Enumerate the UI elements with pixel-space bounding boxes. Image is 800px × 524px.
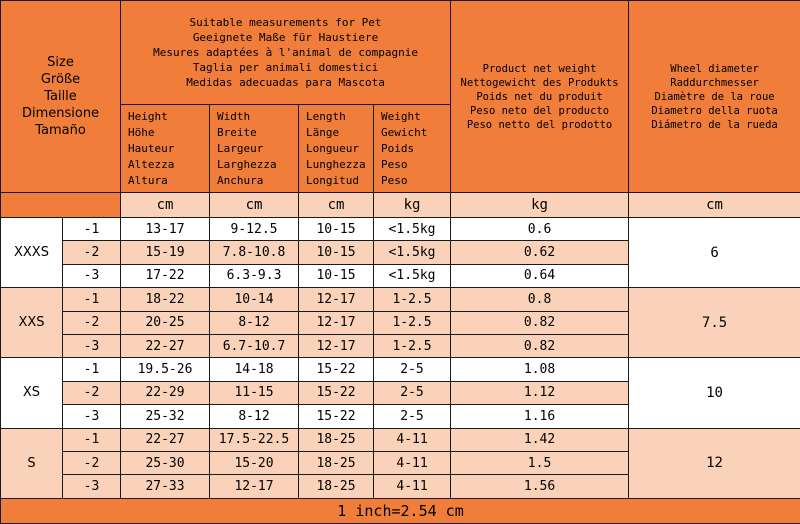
weight-cell: <1.5kg bbox=[374, 264, 451, 287]
size-label: S bbox=[1, 428, 63, 498]
weight-cell: 1-2.5 bbox=[374, 288, 451, 311]
weight-cell: <1.5kg bbox=[374, 218, 451, 241]
length-cell: 15-22 bbox=[299, 381, 374, 404]
height-cell: 18-22 bbox=[121, 288, 210, 311]
net-weight-cell: 0.64 bbox=[451, 264, 629, 287]
width-cell: 14-18 bbox=[210, 358, 299, 381]
wheel-diameter-header: Wheel diameter Raddurchmesser Diamètre de la roue Diametro della ruota Diámetro de la rueda bbox=[629, 1, 800, 193]
width-cell: 11-15 bbox=[210, 381, 299, 404]
variant-label: -1 bbox=[63, 218, 121, 241]
width-cell: 8-12 bbox=[210, 311, 299, 334]
height-header: Height Höhe Hauteur Altezza Altura bbox=[121, 105, 210, 193]
net-weight-cell: 1.16 bbox=[451, 405, 629, 428]
variant-label: -2 bbox=[63, 311, 121, 334]
height-cell: 17-22 bbox=[121, 264, 210, 287]
unit-net-weight: kg bbox=[451, 193, 629, 218]
width-cell: 6.7-10.7 bbox=[210, 334, 299, 357]
width-cell: 7.8-10.8 bbox=[210, 241, 299, 264]
weight-cell: 1-2.5 bbox=[374, 311, 451, 334]
variant-label: -1 bbox=[63, 288, 121, 311]
width-cell: 17.5-22.5 bbox=[210, 428, 299, 451]
variant-label: -2 bbox=[63, 241, 121, 264]
suitable-measurements-header: Suitable measurements for Pet Geeignete Maße für Haustiere Mesures adaptées à l'animal de compagnie Taglia per animali domestici Medidas adecuadas para Mascota bbox=[121, 1, 451, 105]
width-cell: 8-12 bbox=[210, 405, 299, 428]
net-weight-cell: 0.82 bbox=[451, 334, 629, 357]
net-weight-cell: 1.42 bbox=[451, 428, 629, 451]
table-row bbox=[1, 218, 800, 241]
length-cell: 10-15 bbox=[299, 218, 374, 241]
size-label: XXXS bbox=[1, 218, 63, 288]
height-cell: 25-30 bbox=[121, 451, 210, 474]
table-row bbox=[1, 288, 800, 311]
net-weight-header: Product net weight Nettogewicht des Produkts Poids net du produit Peso neto del producto Peso netto del prodotto bbox=[451, 1, 629, 193]
weight-cell: 2-5 bbox=[374, 405, 451, 428]
width-cell: 15-20 bbox=[210, 451, 299, 474]
length-cell: 12-17 bbox=[299, 311, 374, 334]
height-cell: 20-25 bbox=[121, 311, 210, 334]
weight-cell: 2-5 bbox=[374, 381, 451, 404]
net-weight-cell: 1.12 bbox=[451, 381, 629, 404]
variant-label: -1 bbox=[63, 358, 121, 381]
weight-cell: 4-11 bbox=[374, 428, 451, 451]
size-label: XS bbox=[1, 358, 63, 428]
wheel-diameter-cell: 12 bbox=[629, 428, 800, 498]
size-label: XXS bbox=[1, 288, 63, 358]
height-cell: 19.5-26 bbox=[121, 358, 210, 381]
size-header: Size Größe Taille Dimensione Tamaño bbox=[1, 1, 121, 193]
net-weight-cell: 0.8 bbox=[451, 288, 629, 311]
weight-header: Weight Gewicht Poids Peso Peso bbox=[374, 105, 451, 193]
height-cell: 22-27 bbox=[121, 428, 210, 451]
width-cell: 10-14 bbox=[210, 288, 299, 311]
unit-height: cm bbox=[121, 193, 210, 218]
height-cell: 13-17 bbox=[121, 218, 210, 241]
table-row bbox=[1, 428, 800, 451]
net-weight-cell: 0.62 bbox=[451, 241, 629, 264]
height-cell: 27-33 bbox=[121, 475, 210, 498]
length-cell: 12-17 bbox=[299, 288, 374, 311]
width-cell: 12-17 bbox=[210, 475, 299, 498]
wheel-diameter-cell: 7.5 bbox=[629, 288, 800, 358]
unit-row-blank bbox=[1, 193, 121, 218]
length-cell: 15-22 bbox=[299, 358, 374, 381]
variant-label: -2 bbox=[63, 381, 121, 404]
net-weight-cell: 0.82 bbox=[451, 311, 629, 334]
table-row bbox=[1, 358, 800, 381]
unit-wheel: cm bbox=[629, 193, 800, 218]
net-weight-cell: 0.6 bbox=[451, 218, 629, 241]
width-cell: 6.3-9.3 bbox=[210, 264, 299, 287]
conversion-footer: 1 inch=2.54 cm bbox=[1, 498, 800, 523]
weight-cell: 4-11 bbox=[374, 451, 451, 474]
length-cell: 18-25 bbox=[299, 451, 374, 474]
length-cell: 15-22 bbox=[299, 405, 374, 428]
weight-cell: 1-2.5 bbox=[374, 334, 451, 357]
variant-label: -3 bbox=[63, 264, 121, 287]
net-weight-cell: 1.08 bbox=[451, 358, 629, 381]
unit-weight: kg bbox=[374, 193, 451, 218]
unit-length: cm bbox=[299, 193, 374, 218]
width-header: Width Breite Largeur Larghezza Anchura bbox=[210, 105, 299, 193]
variant-label: -2 bbox=[63, 451, 121, 474]
height-cell: 22-27 bbox=[121, 334, 210, 357]
length-cell: 10-15 bbox=[299, 241, 374, 264]
variant-label: -3 bbox=[63, 405, 121, 428]
height-cell: 22-29 bbox=[121, 381, 210, 404]
variant-label: -3 bbox=[63, 334, 121, 357]
variant-label: -1 bbox=[63, 428, 121, 451]
wheel-diameter-cell: 6 bbox=[629, 218, 800, 288]
width-cell: 9-12.5 bbox=[210, 218, 299, 241]
height-cell: 25-32 bbox=[121, 405, 210, 428]
length-cell: 10-15 bbox=[299, 264, 374, 287]
variant-label: -3 bbox=[63, 475, 121, 498]
wheel-diameter-cell: 10 bbox=[629, 358, 800, 428]
length-cell: 18-25 bbox=[299, 428, 374, 451]
weight-cell: 4-11 bbox=[374, 475, 451, 498]
weight-cell: 2-5 bbox=[374, 358, 451, 381]
net-weight-cell: 1.5 bbox=[451, 451, 629, 474]
weight-cell: <1.5kg bbox=[374, 241, 451, 264]
length-cell: 18-25 bbox=[299, 475, 374, 498]
net-weight-cell: 1.56 bbox=[451, 475, 629, 498]
height-cell: 15-19 bbox=[121, 241, 210, 264]
length-header: Length Länge Longueur Lunghezza Longitud bbox=[299, 105, 374, 193]
unit-width: cm bbox=[210, 193, 299, 218]
length-cell: 12-17 bbox=[299, 334, 374, 357]
